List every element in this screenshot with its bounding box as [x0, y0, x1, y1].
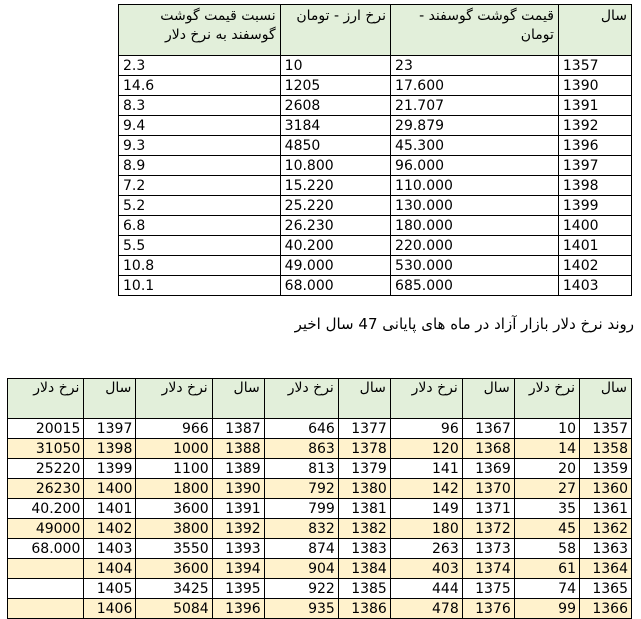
table-cell: 1362	[580, 519, 632, 539]
table-cell: 58	[514, 539, 579, 559]
table-cell: 1357	[580, 419, 632, 439]
table-row	[119, 256, 632, 276]
table-cell: 1384	[338, 559, 390, 579]
table-cell: 1378	[338, 439, 390, 459]
table-cell: 1363	[580, 539, 632, 559]
table-cell: 832	[264, 519, 338, 539]
table-cell: 1361	[580, 499, 632, 519]
table-cell: 935	[264, 599, 338, 619]
table-cell: 1400	[558, 216, 631, 236]
table-cell: 1405	[84, 579, 136, 599]
table-cell: 1000	[136, 439, 212, 459]
table-cell: 17.600	[391, 76, 559, 96]
table-cell: 25.220	[280, 196, 390, 216]
table-cell: 1396	[212, 599, 264, 619]
table-cell: 1402	[84, 519, 136, 539]
table-cell: 1381	[338, 499, 390, 519]
table-row	[119, 156, 632, 176]
table-cell: 1392	[558, 116, 631, 136]
table-cell: 813	[264, 459, 338, 479]
table-cell: 5.2	[119, 196, 281, 216]
table-cell: 1382	[338, 519, 390, 539]
table-cell: 96.000	[391, 156, 559, 176]
table-row	[8, 579, 632, 599]
table-row	[119, 136, 632, 156]
table-cell: 1396	[558, 136, 631, 156]
table-cell: 20015	[8, 419, 84, 439]
header-dollar-rate: نرخ دلار	[8, 379, 84, 419]
table-cell: 1385	[338, 579, 390, 599]
table-cell: 1388	[212, 439, 264, 459]
table-cell: 149	[390, 499, 462, 519]
table-cell: 5084	[136, 599, 212, 619]
table-row	[8, 519, 632, 539]
table-cell: 1391	[558, 96, 631, 116]
table-cell: 8.3	[119, 96, 281, 116]
table-cell: 1403	[84, 539, 136, 559]
table-cell: 1364	[580, 559, 632, 579]
table-cell: 14.6	[119, 76, 281, 96]
table-cell: 685.000	[391, 276, 559, 296]
header-year: سال	[558, 5, 631, 56]
table-cell: 1383	[338, 539, 390, 559]
table-cell: 1365	[580, 579, 632, 599]
table-header-row	[119, 5, 632, 56]
table-cell: 1371	[462, 499, 514, 519]
dollar-trend-caption: روند نرخ دلار بازار آزاد در ماه های پایانی 47 سال اخیر	[294, 315, 634, 333]
table-cell: 1800	[136, 479, 212, 499]
table-cell: 120	[390, 439, 462, 459]
table-cell: 1368	[462, 439, 514, 459]
header-exchange-rate: نرخ ارز - تومان	[280, 5, 390, 56]
table-cell: 1392	[212, 519, 264, 539]
table-row	[119, 196, 632, 216]
table-cell: 6.8	[119, 216, 281, 236]
table-row	[119, 176, 632, 196]
table-cell: 8.9	[119, 156, 281, 176]
table-cell: 1358	[580, 439, 632, 459]
header-price-ratio: نسبت قیمت گوشت گوسفند به نرخ دلار	[119, 5, 281, 56]
table-cell: 5.5	[119, 236, 281, 256]
table-cell: 10.800	[280, 156, 390, 176]
table-row	[119, 96, 632, 116]
table-cell: 1401	[84, 499, 136, 519]
meat-price-table-body	[119, 56, 632, 296]
table-cell: 3600	[136, 499, 212, 519]
table-cell: 25220	[8, 459, 84, 479]
table-cell: 31050	[8, 439, 84, 459]
table-cell: 1386	[338, 599, 390, 619]
header-dollar-rate: نرخ دلار	[390, 379, 462, 419]
table-cell: 141	[390, 459, 462, 479]
table-cell: 1389	[212, 459, 264, 479]
table-cell: 49.000	[280, 256, 390, 276]
table-cell: 966	[136, 419, 212, 439]
table-cell: 1394	[212, 559, 264, 579]
table-row	[8, 559, 632, 579]
table-cell: 646	[264, 419, 338, 439]
table-cell: 4850	[280, 136, 390, 156]
table-cell: 1373	[462, 539, 514, 559]
table-row	[8, 439, 632, 459]
table-cell: 1375	[462, 579, 514, 599]
table-cell: 23	[391, 56, 559, 76]
table-cell: 10.1	[119, 276, 281, 296]
table-cell: 68.000	[8, 539, 84, 559]
table-cell: 21.707	[391, 96, 559, 116]
table-cell: 1379	[338, 459, 390, 479]
table-cell: 26230	[8, 479, 84, 499]
table-cell: 1372	[462, 519, 514, 539]
table-cell: 35	[514, 499, 579, 519]
table-cell: 1100	[136, 459, 212, 479]
table-cell: 1391	[212, 499, 264, 519]
table-cell	[8, 579, 84, 599]
table-cell: 1401	[558, 236, 631, 256]
table-cell: 3800	[136, 519, 212, 539]
table-cell: 1393	[212, 539, 264, 559]
table-row	[119, 76, 632, 96]
table-cell: 792	[264, 479, 338, 499]
table-cell: 1366	[580, 599, 632, 619]
table-cell: 478	[390, 599, 462, 619]
table-row	[8, 599, 632, 619]
table-cell: 40.200	[8, 499, 84, 519]
table-cell: 1367	[462, 419, 514, 439]
table-cell: 1357	[558, 56, 631, 76]
table-cell: 1406	[84, 599, 136, 619]
table-cell: 530.000	[391, 256, 559, 276]
table-row	[119, 56, 632, 76]
dollar-rate-table	[7, 378, 632, 619]
table-cell: 1390	[558, 76, 631, 96]
header-year: سال	[84, 379, 136, 419]
table-cell: 1359	[580, 459, 632, 479]
table-cell: 99	[514, 599, 579, 619]
header-dollar-rate: نرخ دلار	[136, 379, 212, 419]
table-cell: 1395	[212, 579, 264, 599]
table-row	[8, 479, 632, 499]
table-cell: 1403	[558, 276, 631, 296]
table-cell: 7.2	[119, 176, 281, 196]
table-row	[119, 276, 632, 296]
dollar-rate-table-body	[8, 419, 632, 619]
table-cell: 10	[514, 419, 579, 439]
table-cell: 904	[264, 559, 338, 579]
table-row	[119, 216, 632, 236]
table-cell: 10.8	[119, 256, 281, 276]
meat-price-table	[118, 4, 632, 296]
table-cell: 180	[390, 519, 462, 539]
table-cell: 2.3	[119, 56, 281, 76]
header-dollar-rate: نرخ دلار	[514, 379, 579, 419]
table-cell	[8, 599, 84, 619]
table-cell: 3184	[280, 116, 390, 136]
table-row	[119, 236, 632, 256]
table-cell: 142	[390, 479, 462, 499]
table-cell: 27	[514, 479, 579, 499]
table-cell: 1377	[338, 419, 390, 439]
table-row	[8, 419, 632, 439]
table-cell: 922	[264, 579, 338, 599]
table-cell: 1398	[558, 176, 631, 196]
table-cell: 110.000	[391, 176, 559, 196]
table-cell: 96	[390, 419, 462, 439]
table-cell: 263	[390, 539, 462, 559]
table-cell: 1402	[558, 256, 631, 276]
table-cell: 130.000	[391, 196, 559, 216]
table-cell: 26.230	[280, 216, 390, 236]
table-cell: 1404	[84, 559, 136, 579]
table-cell: 68.000	[280, 276, 390, 296]
table-header-row	[8, 379, 632, 419]
table-cell: 20	[514, 459, 579, 479]
header-year: سال	[212, 379, 264, 419]
table-row	[8, 539, 632, 559]
table-cell: 1400	[84, 479, 136, 499]
table-cell	[8, 559, 84, 579]
table-cell: 180.000	[391, 216, 559, 236]
table-cell: 40.200	[280, 236, 390, 256]
table-cell: 3600	[136, 559, 212, 579]
table-cell: 49000	[8, 519, 84, 539]
table-cell: 1387	[212, 419, 264, 439]
table-cell: 29.879	[391, 116, 559, 136]
table-cell: 3550	[136, 539, 212, 559]
table-cell: 874	[264, 539, 338, 559]
table-cell: 45	[514, 519, 579, 539]
table-cell: 15.220	[280, 176, 390, 196]
header-year: سال	[580, 379, 632, 419]
table-cell: 3425	[136, 579, 212, 599]
header-dollar-rate: نرخ دلار	[264, 379, 338, 419]
table-cell: 1397	[84, 419, 136, 439]
table-cell: 1369	[462, 459, 514, 479]
table-cell: 1398	[84, 439, 136, 459]
table-cell: 403	[390, 559, 462, 579]
table-cell: 799	[264, 499, 338, 519]
table-cell: 863	[264, 439, 338, 459]
header-meat-price: قیمت گوشت گوسفند - تومان	[391, 5, 559, 56]
table-cell: 444	[390, 579, 462, 599]
table-cell: 9.3	[119, 136, 281, 156]
table-cell: 1374	[462, 559, 514, 579]
table-cell: 1399	[84, 459, 136, 479]
table-cell: 9.4	[119, 116, 281, 136]
header-year: سال	[462, 379, 514, 419]
table-cell: 220.000	[391, 236, 559, 256]
table-cell: 1370	[462, 479, 514, 499]
table-cell: 45.300	[391, 136, 559, 156]
table-cell: 1397	[558, 156, 631, 176]
table-cell: 1360	[580, 479, 632, 499]
table-cell: 10	[280, 56, 390, 76]
table-row	[119, 116, 632, 136]
table-cell: 1390	[212, 479, 264, 499]
table-cell: 1376	[462, 599, 514, 619]
table-cell: 2608	[280, 96, 390, 116]
table-row	[8, 499, 632, 519]
table-cell: 14	[514, 439, 579, 459]
table-row	[8, 459, 632, 479]
header-year: سال	[338, 379, 390, 419]
table-cell: 74	[514, 579, 579, 599]
table-cell: 61	[514, 559, 579, 579]
table-cell: 1399	[558, 196, 631, 216]
table-cell: 1380	[338, 479, 390, 499]
table-cell: 1205	[280, 76, 390, 96]
